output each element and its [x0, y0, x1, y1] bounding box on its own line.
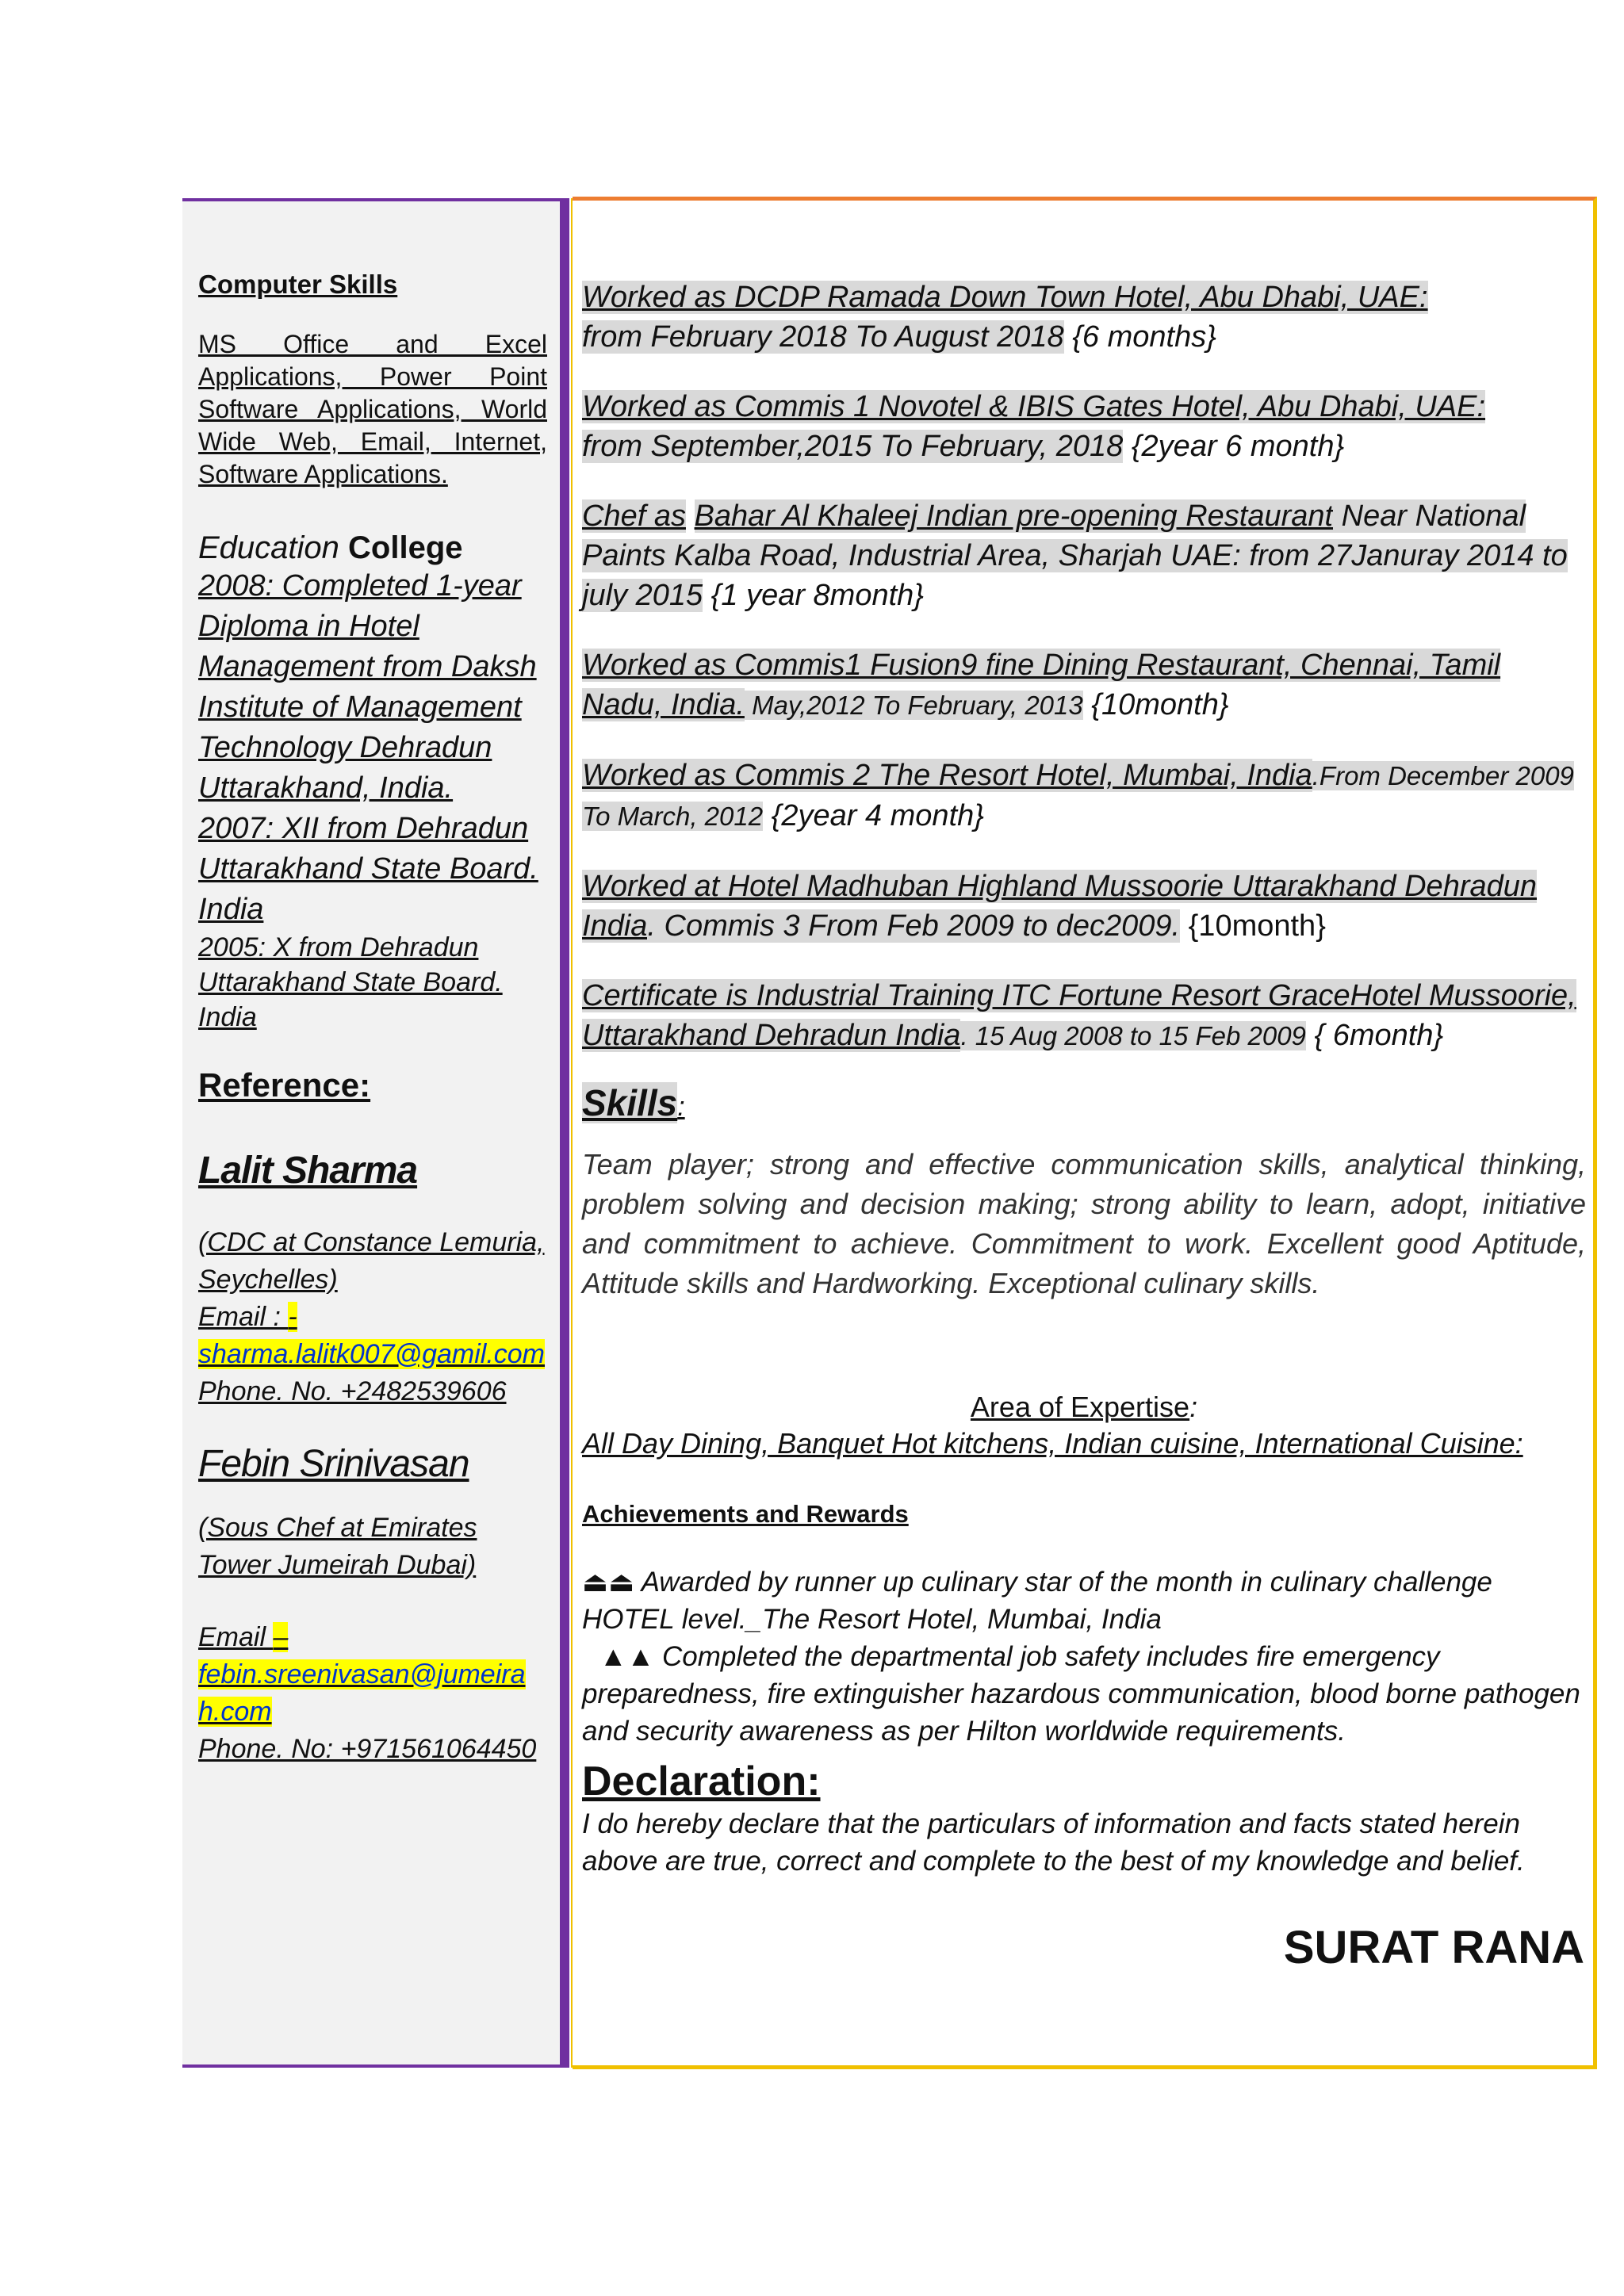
exp7-duration: { 6month} — [1305, 1019, 1444, 1052]
column-divider — [560, 198, 569, 2068]
main-content — [582, 277, 1586, 1974]
exp7-dates: . 15 Aug 2008 to 15 Feb 2009 — [960, 1021, 1306, 1050]
exp1-dates: from February 2018 To August 2018 — [582, 320, 1064, 354]
exp1-duration: {6 months} — [1063, 320, 1216, 354]
experience-entry-7 — [582, 976, 1586, 1056]
exp5-title: Worked as Commis 2 The Resort Hotel, Mumbai, India — [582, 759, 1312, 792]
sidebar-content — [198, 270, 555, 1768]
achievement-1-text: Awarded by runner up culinary star of the month in culinary challenge HOTEL level._The Resort Hotel, Mumbai, India — [582, 1567, 1492, 1635]
exp6-duration: {10month} — [1180, 909, 1326, 943]
experience-entry-3 — [582, 496, 1586, 615]
computer-skills-text: MS Office and Excel Applications, Power Point Software Applications, World Wide Web, Email, Internet, Software Applications. — [198, 330, 547, 488]
exp3-title-a: Chef as — [582, 499, 686, 533]
ref1-role: (CDC at Constance Lemuria, Seychelles) — [198, 1227, 545, 1295]
education-heading — [198, 530, 555, 566]
skills-heading — [582, 1081, 1586, 1124]
expertise-heading-text: Area of Expertise — [970, 1391, 1190, 1423]
skills-text: Team player; strong and effective communication skills, analytical thinking, problem solving and decision making; strong ability to learn, adopt, initiative and commitment to achieve. Commitment to work. Excellent good Aptitude, Attitude skills and Hardworking. Exceptional culinary skills. — [582, 1148, 1586, 1299]
ref2-email-label — [198, 1619, 555, 1656]
experience-entry-1 — [582, 277, 1586, 357]
declaration-text: I do hereby declare that the particulars of information and facts stated herein above are true, correct and complete to the best of my knowledge and belief. — [582, 1808, 1525, 1877]
education-item-3: 2005: X from Dehradun Uttarakhand State Board. India — [198, 932, 503, 1032]
ref2-email-dash: – — [273, 1622, 289, 1652]
exp6-dates: . Commis 3 From Feb 2009 to dec2009. — [647, 909, 1181, 943]
achievement-2-text: Completed the departmental job safety includes fire emergency preparedness, fire extinguisher hazardous communication, blood borne pathogen and security awareness as per Hilton worldwide requirements. — [582, 1641, 1580, 1747]
ref2-email-label-text: Email — [198, 1622, 274, 1652]
exp1-title: Worked as DCDP Ramada Down Town Hotel, Abu Dhabi, UAE: — [582, 281, 1428, 314]
computer-skills-heading: Computer Skills — [198, 270, 398, 299]
skills-heading-text: Skills — [582, 1082, 678, 1123]
signature-name: SURAT RANA — [1283, 1922, 1584, 1973]
ref2-email-link[interactable]: febin.sreenivasan@jumeirah.com — [198, 1659, 526, 1727]
ref1-phone: Phone. No. +2482539606 — [198, 1376, 507, 1406]
declaration-heading: Declaration: — [582, 1758, 821, 1804]
ref1-name: Lalit Sharma — [198, 1150, 418, 1192]
ref2-role: (Sous Chef at Emirates Tower Jumeirah Dubai) — [198, 1513, 477, 1580]
triangle-icon: ▲▲ — [599, 1641, 655, 1672]
achievement-1 — [582, 1563, 1586, 1638]
education-heading-suffix: College — [339, 530, 463, 565]
exp2-dates: from September,2015 To February, 2018 — [582, 430, 1124, 463]
exp3-title-c: Near National Paints Kalba Road, Industrial Area, Sharjah UAE: from 27Januray 2014 to july 2015 — [582, 499, 1568, 612]
education-item-2: 2007: XII from Dehradun Uttarakhand State Board. India — [198, 812, 538, 926]
ref2-phone: Phone. No: +971561064450 — [198, 1734, 537, 1764]
exp2-title: Worked as Commis 1 Novotel & IBIS Gates Hotel, Abu Dhabi, UAE: — [582, 390, 1486, 423]
exp7-title: Certificate is Industrial Training ITC Fortune Resort GraceHotel Mussoorie, Uttarakhand Dehradun India — [582, 979, 1576, 1052]
exp4-title: Worked as Commis1 Fusion9 fine Dining Restaurant, Chennai, Tamil Nadu, India. — [582, 649, 1501, 721]
achievements-heading: Achievements and Rewards — [582, 1500, 909, 1528]
ref1-email-label-text: Email : — [198, 1302, 289, 1332]
experience-entry-4 — [582, 645, 1586, 725]
exp3-title-b: Bahar Al Khaleej Indian pre-opening Restaurant — [694, 499, 1334, 533]
experience-entry-2 — [582, 387, 1586, 466]
exp5-dates: .From December 2009 To March, 2012 — [582, 761, 1574, 831]
reference-heading: Reference: — [198, 1066, 371, 1104]
exp2-duration: {2year 6 month} — [1123, 430, 1345, 463]
experience-entry-6 — [582, 867, 1586, 946]
ref1-email-label — [198, 1299, 555, 1336]
exp4-duration: {10month} — [1082, 688, 1229, 721]
eject-icon: ⏏⏏ — [582, 1567, 635, 1598]
exp6-title: Worked at Hotel Madhuban Highland Mussoorie Uttarakhand Dehradun India — [582, 870, 1538, 943]
expertise-heading — [582, 1391, 1586, 1424]
education-heading-prefix: Education — [198, 530, 339, 565]
exp4-dates: May,2012 To February, 2013 — [744, 691, 1083, 720]
achievement-2 — [582, 1638, 1586, 1750]
experience-entry-5 — [582, 756, 1586, 836]
skills-heading-colon: : — [677, 1092, 685, 1122]
ref1-email-dash: - — [288, 1302, 297, 1332]
exp5-duration: {2year 4 month} — [763, 799, 984, 832]
exp3-duration: {1 year 8month} — [703, 579, 924, 612]
expertise-heading-colon: : — [1189, 1391, 1198, 1423]
ref2-name: Febin Srinivasan — [198, 1443, 469, 1485]
expertise-text: All Day Dining, Banquet Hot kitchens, Indian cuisine, International Cuisine: — [582, 1427, 1523, 1460]
ref1-email-link[interactable]: sharma.lalitk007@gamil.com — [198, 1339, 546, 1369]
education-item-1: 2008: Completed 1-year Diploma in Hotel Management from Daksh Institute of Management Technology Dehradun Uttarakhand, India. — [198, 569, 537, 805]
